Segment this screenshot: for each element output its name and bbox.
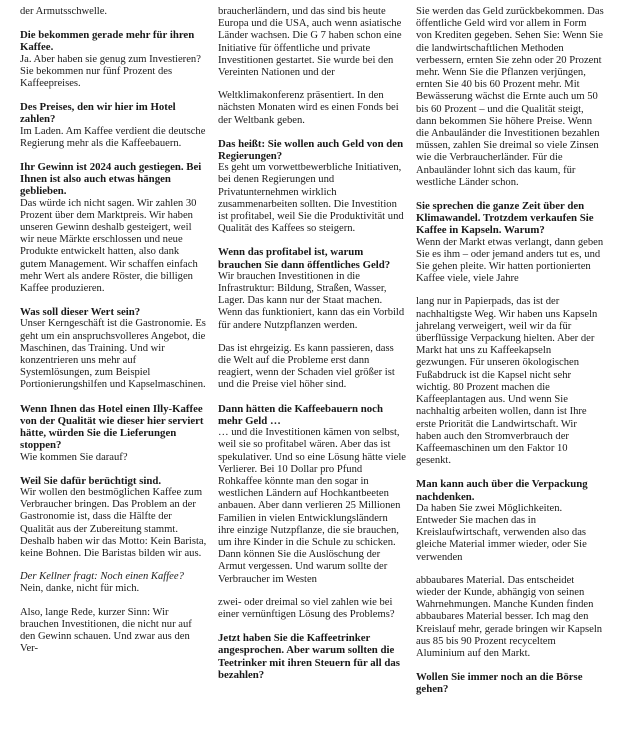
body-text: braucherländern, und das sind bis heute Europa und die USA, auch wenn asiatische Länder wachsen. Die G 7 haben schon eine Initiative für öffentliche und private Investitionen gestartet. Sie wurde bei den Vereinten Nationen und der xyxy=(218,6,402,79)
answer: Es geht um vorwettbewerbliche Initiativen, bei denen Regierungen und Privatunternehmen wirklich zusammenarbeiten sollten. Die Investition ist profitabel, weil Sie die Produktivität und Qualität des Kaffees so steigern. xyxy=(218,162,404,235)
qa-block xyxy=(20,571,208,595)
answer: Das würde ich nicht sagen. Wir zahlen 30 Prozent über dem Marktpreis. Wir haben unseren Gewinn deshalb gesteigert, weil wir neue Märkte erschlossen und neue Produkte entwickelt hatten, also dank gutem Management. Wir schaffen einfach mehr Wert als andere Röster, die billigen Kaffee produzieren. xyxy=(20,197,198,295)
qa-block xyxy=(20,101,208,150)
question: Sie sprechen die ganze Zeit über den Klimawandel. Trotzdem verkaufen Sie Kaffee in Kapseln. Warum? xyxy=(416,200,594,237)
qa-block xyxy=(20,161,208,295)
answer: … und die Investitionen kämen von selbst, weil sie so profitabel wären. Aber das ist spekulativer. Und so eine Lösung hätte viele Verlierer. Bei 10 Dollar pro Pfund Rohkaffee könnte man den sogar in westlichen Ländern auf Hochkantbeeten anbauen. Aber dann verlieren 25 Millionen Familien in vielen Entwicklungsländern ihre einzige Nutzpflanze, die sie brauchen, um ihre Kinder in die Schule zu schicken. Dann können Sie die Auslöschung der Armut vergessen. Und warum sollte der Verbraucher im Westen xyxy=(218,427,406,585)
body-text: abbaubares Material. Das entscheidet wieder der Kunde, abhängig von seinen Wahrnehmungen. Manche Kunden finden abbaubares Material besser. Ich mag den Kreislauf mehr, gerade bringen wir Kapseln aus 85 bis 90 Prozent recyceltem Aluminium auf den Markt. xyxy=(416,574,603,659)
qa-block xyxy=(218,138,406,236)
qa-block xyxy=(20,29,208,90)
question: Man kann auch über die Verpackung nachdenken. xyxy=(416,478,588,503)
question: Weil Sie dafür berüchtigt sind. xyxy=(20,474,162,487)
answer: Wir wollen den bestmöglichen Kaffee zum Verbraucher bringen. Das Problem an der Gastronomie ist, dass die Hälfte der Qualität aus der Zubereitung stammt. Deshalb haben wir das Motto: Kein Barista, keine Bohnen. Die Baristas bilden wir aus. xyxy=(20,486,207,559)
answer: Wenn der Markt etwas verlangt, dann geben Sie es ihm – oder jemand anders tut es, und Sie gehen pleite. Wir hatten portionierten Kaffee viele, viele Jahre xyxy=(416,236,604,285)
column-1 xyxy=(20,6,208,666)
answer: Unser Kerngeschäft ist die Gastronomie. Es geht um ein anspruchsvolleres Angebot, die Maschinen, das Training. Und wir konzentrieren uns mehr auf Systemlösungen, zum Beispiel Portionierungshilfen und Kapselmaschinen. xyxy=(20,318,206,391)
body-text: Das ist ehrgeizig. Es kann passieren, dass die Welt auf die Probleme erst dann reagiert, wenn der Schaden viel größer ist und die Preise viel höher sind. xyxy=(218,342,395,391)
qa-block xyxy=(416,478,604,563)
qa-block xyxy=(20,475,208,560)
answer: Ja. Aber haben sie genug zum Investieren? Sie bekommen nur fünf Prozent des Kaffeepreises. xyxy=(20,53,201,90)
qa-block xyxy=(20,306,208,391)
answer: Da haben Sie zwei Möglichkeiten. Entweder Sie machen das in Kreislaufwirtschaft, verwenden also das gleiche Material immer wieder, oder Sie verwenden xyxy=(416,502,587,563)
question: Dann hätten die Kaffeebauern noch mehr Geld … xyxy=(218,402,383,427)
question: Wollen Sie immer noch an die Börse gehen? xyxy=(416,671,583,696)
answer: Wie kommen Sie darauf? xyxy=(20,451,128,463)
body-text: der Armutsschwelle. xyxy=(20,6,108,17)
body-text: Sie werden das Geld zurückbekommen. Das öffentliche Geld wird vor allem in Form von Krediten gegeben. Sehen Sie: Wenn Sie die landwirtschaftlichen Methoden verbessern, ernten Sie zehn oder 20 Prozent mehr. Wenn Sie die Pflanzen verjüngen, ernten Sie 40 bis 60 Prozent mehr. Mit Bewässerung wächst die Ernte auch um 50 bis 60 Prozent – und die Qualität steigt, dann bekommen Sie höhere Preise. Wenn die Anbauländer die Investitionen bezahlen müssen, zahlen Sie dreimal so viele Zinsen wie die Verbraucherländer. Für die Anbauländer lohnt sich das kaum, für westliche Länder schon. xyxy=(416,6,604,188)
body-text: zwei- oder dreimal so viel zahlen wie bei einer vernünftigen Lösung des Problems? xyxy=(218,596,395,620)
question: Wenn Ihnen das Hotel einen Illy-Kaffee von der Qualität wie dieser hier serviert hätte, würden Sie die Lieferungen stoppen? xyxy=(20,402,204,452)
qa-block xyxy=(20,403,208,464)
qa-block xyxy=(416,671,604,695)
body-text: lang nur in Papierpads, das ist der nachhaltigste Weg. Wir haben uns Kapseln jahrelang verweigert, weil wir da für überflüssige Verpackung hielten. Aber der Markt hat uns zu Kaffeekapseln gezwungen. Für unseren ökologischen Fußabdruck ist die Kapsel nicht sehr wichtig. 80 Prozent machen die Kaffeeplantagen aus. Und wenn Sie nachhaltig arbeiten wollen, dann ist Ihre erste Priorität die Landwirtschaft. Wir haben auch den Stromverbrauch der Kaffeemaschinen um den Faktor 10 gesenkt. xyxy=(416,296,598,467)
answer: Wir brauchen Investitionen in die Infrastruktur: Bildung, Straßen, Wasser, Lager. Das kann nur der Staat machen. Wenn das funktioniert, kann das ein Vorbild für andere Nutzpflanzen werden. xyxy=(218,270,405,331)
question: Was soll dieser Wert sein? xyxy=(20,306,141,319)
question: Ihr Gewinn ist 2024 auch gestiegen. Bei Ihnen ist also auch etwas hängen geblieben. xyxy=(20,161,202,198)
question: Des Preises, den wir hier im Hotel zahlen? xyxy=(20,101,176,126)
question: Das heißt: Sie wollen auch Geld von den Regierungen? xyxy=(218,137,404,163)
answer: Im Laden. Am Kaffee verdient die deutsche Regierung mehr als die Kaffeebauern. xyxy=(20,125,206,149)
body-text: Also, lange Rede, kurzer Sinn: Wir brauchen Investitionen, die nicht nur auf den Gewinn schauen. Und zwar aus den Ver- xyxy=(20,606,192,655)
question: Die bekommen gerade mehr für ihren Kaffee. xyxy=(20,29,195,54)
body-text: Weltklimakonferenz präsentiert. In den nächsten Monaten wird es einen Fonds bei der Weltbank geben. xyxy=(218,90,399,126)
column-3 xyxy=(416,6,604,707)
question: Wenn das profitabel ist, warum brauchen Sie dann öffentliches Geld? xyxy=(218,246,391,271)
qa-block xyxy=(218,632,406,681)
answer: Nein, danke, nicht für mich. xyxy=(20,583,140,595)
column-2 xyxy=(218,6,406,692)
qa-block xyxy=(218,403,406,586)
qa-block xyxy=(218,246,406,331)
question: Jetzt haben Sie die Kaffeetrinker angesprochen. Aber warum sollten die Teetrinker mit ihren Steuern für all das bezahlen? xyxy=(218,632,400,681)
stage-direction: Der Kellner fragt: Noch einen Kaffee? xyxy=(20,571,184,583)
qa-block xyxy=(416,200,604,285)
